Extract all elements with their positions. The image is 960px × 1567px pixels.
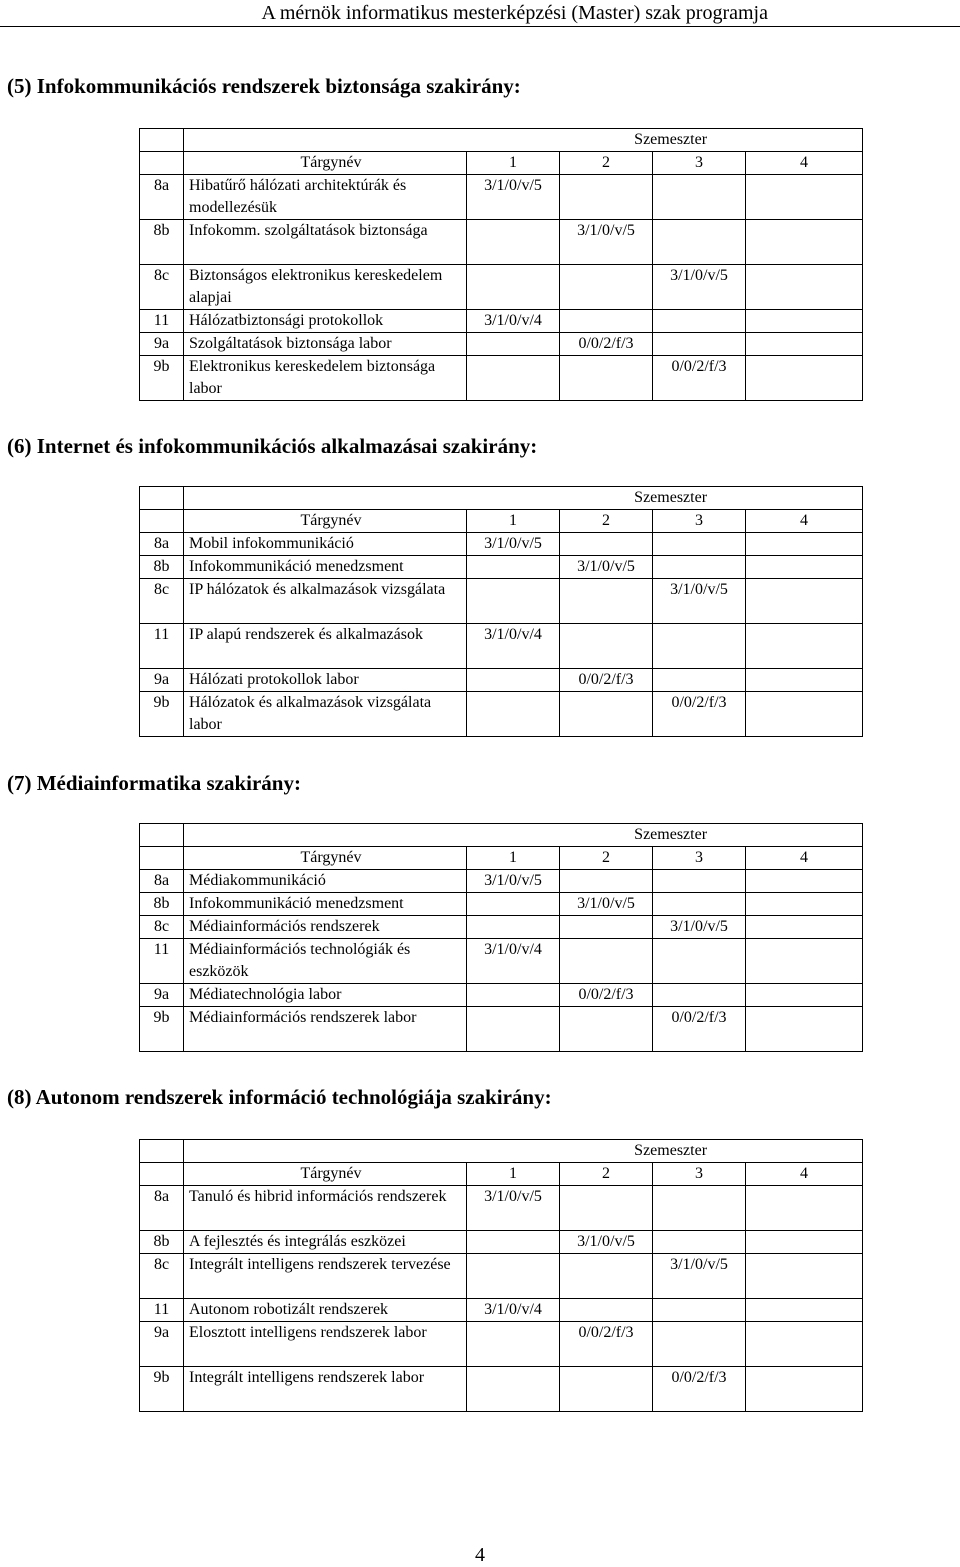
empty-cell: [746, 556, 863, 579]
subject-name: Infokommunikáció menedzsment: [184, 893, 467, 916]
blank-cell: [140, 1140, 184, 1163]
subject-code: 9b: [140, 1367, 184, 1412]
subject-header: Tárgynév: [184, 1163, 467, 1186]
semester-value: 3/1/0/v/5: [467, 533, 560, 556]
blank-cell: [140, 824, 184, 847]
semester-number-4: 4: [746, 1163, 863, 1186]
subject-table-6: [139, 486, 863, 737]
subject-name: Médiainformációs rendszerek: [184, 916, 467, 939]
semester-value: 3/1/0/v/4: [467, 939, 560, 984]
semester-value: 0/0/2/f/3: [560, 984, 653, 1007]
empty-cell: [746, 1231, 863, 1254]
empty-cell: [653, 1299, 746, 1322]
empty-cell: [560, 916, 653, 939]
subject-name: IP hálózatok és alkalmazások vizsgálata: [184, 579, 467, 624]
semester-header-row: [140, 824, 863, 847]
subject-table-7: [139, 823, 863, 1052]
empty-cell: [746, 984, 863, 1007]
subject-name: Autonom robotizált rendszerek: [184, 1299, 467, 1322]
subject-name: Elektronikus kereskedelem biztonsága labor: [184, 356, 467, 401]
subject-code: 8c: [140, 265, 184, 310]
subject-table-5: [139, 128, 863, 401]
empty-cell: [653, 175, 746, 220]
table-row: [140, 265, 863, 310]
table-row: [140, 579, 863, 624]
semester-header-row: [140, 129, 863, 152]
semester-number-1: 1: [467, 510, 560, 533]
empty-cell: [467, 692, 560, 737]
subject-name: Médiainformációs rendszerek labor: [184, 1007, 467, 1052]
semester-value: 3/1/0/v/5: [653, 265, 746, 310]
empty-cell: [560, 1007, 653, 1052]
semester-value: 3/1/0/v/4: [467, 1299, 560, 1322]
semester-number-1: 1: [467, 847, 560, 870]
empty-cell: [467, 1007, 560, 1052]
empty-cell: [653, 220, 746, 265]
subject-name: Integrált intelligens rendszerek labor: [184, 1367, 467, 1412]
semester-number-3: 3: [653, 847, 746, 870]
empty-cell: [467, 1231, 560, 1254]
empty-cell: [746, 175, 863, 220]
subject-header: Tárgynév: [184, 152, 467, 175]
subject-name: Biztonságos elektronikus kereskedelem alapjai: [184, 265, 467, 310]
subject-code: 8a: [140, 175, 184, 220]
empty-cell: [653, 533, 746, 556]
subject-code: 8b: [140, 556, 184, 579]
table-row: [140, 356, 863, 401]
empty-cell: [746, 1254, 863, 1299]
subject-name: Infokomm. szolgáltatások biztonsága: [184, 220, 467, 265]
semester-value: 0/0/2/f/3: [653, 1007, 746, 1052]
empty-cell: [653, 984, 746, 1007]
semester-header: Szemeszter: [184, 824, 863, 847]
empty-cell: [746, 624, 863, 669]
empty-cell: [746, 870, 863, 893]
subject-name: Hálózati protokollok labor: [184, 669, 467, 692]
subject-name: Elosztott intelligens rendszerek labor: [184, 1322, 467, 1367]
semester-value: 3/1/0/v/5: [653, 1254, 746, 1299]
table-row: [140, 624, 863, 669]
empty-cell: [746, 1186, 863, 1231]
empty-cell: [653, 893, 746, 916]
blank-cell: [140, 129, 184, 152]
subject-code: 8c: [140, 579, 184, 624]
table-row: [140, 175, 863, 220]
empty-cell: [467, 893, 560, 916]
semester-number-2: 2: [560, 1163, 653, 1186]
page-header: [0, 0, 960, 27]
empty-cell: [653, 556, 746, 579]
semester-value: 0/0/2/f/3: [653, 692, 746, 737]
subject-name: IP alapú rendszerek és alkalmazások: [184, 624, 467, 669]
empty-cell: [746, 916, 863, 939]
semester-value: 3/1/0/v/5: [467, 1186, 560, 1231]
semester-number-4: 4: [746, 152, 863, 175]
header-title: A mérnök informatikus mesterképzési (Master) szak programja: [261, 2, 768, 24]
empty-cell: [560, 265, 653, 310]
empty-cell: [746, 579, 863, 624]
empty-cell: [746, 1007, 863, 1052]
subject-name: Médiakommunikáció: [184, 870, 467, 893]
subject-code: 9a: [140, 669, 184, 692]
subject-name: Hálózatbiztonsági protokollok: [184, 310, 467, 333]
section-title-6: (6) Internet és infokommunikációs alkalmazásai szakirány:: [7, 434, 538, 458]
subject-header: Tárgynév: [184, 510, 467, 533]
empty-cell: [560, 870, 653, 893]
table-row: [140, 870, 863, 893]
subject-code: 11: [140, 624, 184, 669]
table-row: [140, 669, 863, 692]
semester-number-2: 2: [560, 847, 653, 870]
blank-cell: [140, 1163, 184, 1186]
subject-name: Integrált intelligens rendszerek tervezése: [184, 1254, 467, 1299]
table-row: [140, 1007, 863, 1052]
section-title-7: (7) Médiainformatika szakirány:: [7, 771, 301, 795]
table-row: [140, 1231, 863, 1254]
column-header-row: [140, 152, 863, 175]
empty-cell: [467, 220, 560, 265]
empty-cell: [653, 1322, 746, 1367]
subject-code: 9b: [140, 1007, 184, 1052]
semester-value: 0/0/2/f/3: [560, 669, 653, 692]
table-row: [140, 220, 863, 265]
subject-name: Hibatűrő hálózati architektúrák és modellezésük: [184, 175, 467, 220]
empty-cell: [467, 333, 560, 356]
column-header-row: [140, 510, 863, 533]
semester-header: Szemeszter: [184, 129, 863, 152]
empty-cell: [560, 356, 653, 401]
empty-cell: [560, 533, 653, 556]
subject-code: 9a: [140, 333, 184, 356]
empty-cell: [746, 893, 863, 916]
empty-cell: [746, 356, 863, 401]
empty-cell: [560, 1299, 653, 1322]
subject-name: Médiainformációs technológiák és eszközök: [184, 939, 467, 984]
empty-cell: [560, 1254, 653, 1299]
empty-cell: [746, 939, 863, 984]
empty-cell: [467, 984, 560, 1007]
empty-cell: [746, 310, 863, 333]
empty-cell: [653, 333, 746, 356]
semester-header-row: [140, 1140, 863, 1163]
empty-cell: [560, 310, 653, 333]
semester-value: 3/1/0/v/5: [653, 916, 746, 939]
semester-value: 3/1/0/v/5: [560, 1231, 653, 1254]
subject-code: 8a: [140, 1186, 184, 1231]
semester-header: Szemeszter: [184, 487, 863, 510]
semester-number-3: 3: [653, 152, 746, 175]
empty-cell: [746, 1367, 863, 1412]
table-row: [140, 556, 863, 579]
empty-cell: [467, 916, 560, 939]
empty-cell: [746, 220, 863, 265]
blank-cell: [140, 847, 184, 870]
empty-cell: [467, 1322, 560, 1367]
semester-value: 3/1/0/v/5: [560, 220, 653, 265]
empty-cell: [653, 310, 746, 333]
column-header-row: [140, 847, 863, 870]
semester-value: 0/0/2/f/3: [653, 1367, 746, 1412]
empty-cell: [560, 692, 653, 737]
semester-number-1: 1: [467, 152, 560, 175]
subject-code: 11: [140, 1299, 184, 1322]
subject-name: Médiatechnológia labor: [184, 984, 467, 1007]
subject-code: 8a: [140, 533, 184, 556]
empty-cell: [746, 333, 863, 356]
subject-code: 11: [140, 310, 184, 333]
empty-cell: [653, 870, 746, 893]
semester-value: 3/1/0/v/5: [653, 579, 746, 624]
subject-code: 8a: [140, 870, 184, 893]
empty-cell: [653, 624, 746, 669]
table-row: [140, 310, 863, 333]
semester-header-row: [140, 487, 863, 510]
semester-number-1: 1: [467, 1163, 560, 1186]
semester-value: 3/1/0/v/5: [467, 870, 560, 893]
empty-cell: [746, 533, 863, 556]
table-row: [140, 939, 863, 984]
empty-cell: [467, 265, 560, 310]
page-number: 4: [475, 1544, 485, 1566]
subject-name: Hálózatok és alkalmazások vizsgálata labor: [184, 692, 467, 737]
subject-code: 8b: [140, 893, 184, 916]
empty-cell: [467, 556, 560, 579]
empty-cell: [467, 356, 560, 401]
table-row: [140, 333, 863, 356]
subject-code: 8b: [140, 1231, 184, 1254]
subject-code: 11: [140, 939, 184, 984]
subject-code: 9a: [140, 984, 184, 1007]
semester-value: 0/0/2/f/3: [560, 333, 653, 356]
subject-name: Infokommunikáció menedzsment: [184, 556, 467, 579]
empty-cell: [746, 669, 863, 692]
empty-cell: [653, 1186, 746, 1231]
empty-cell: [653, 669, 746, 692]
semester-number-2: 2: [560, 152, 653, 175]
empty-cell: [560, 175, 653, 220]
table-row: [140, 1367, 863, 1412]
semester-value: 3/1/0/v/4: [467, 624, 560, 669]
empty-cell: [560, 939, 653, 984]
subject-name: Mobil infokommunikáció: [184, 533, 467, 556]
blank-cell: [140, 487, 184, 510]
semester-value: 0/0/2/f/3: [653, 356, 746, 401]
table-row: [140, 916, 863, 939]
semester-value: 0/0/2/f/3: [560, 1322, 653, 1367]
semester-value: 3/1/0/v/4: [467, 310, 560, 333]
section-title-8: (8) Autonom rendszerek információ technológiája szakirány:: [7, 1085, 552, 1109]
section-title-5: (5) Infokommunikációs rendszerek biztonsága szakirány:: [7, 74, 521, 98]
table-row: [140, 692, 863, 737]
empty-cell: [560, 1186, 653, 1231]
subject-code: 9b: [140, 692, 184, 737]
semester-number-3: 3: [653, 510, 746, 533]
blank-cell: [140, 510, 184, 533]
semester-number-3: 3: [653, 1163, 746, 1186]
empty-cell: [653, 939, 746, 984]
semester-value: 3/1/0/v/5: [467, 175, 560, 220]
empty-cell: [560, 1367, 653, 1412]
table-row: [140, 1186, 863, 1231]
subject-header: Tárgynév: [184, 847, 467, 870]
subject-code: 9a: [140, 1322, 184, 1367]
empty-cell: [467, 1254, 560, 1299]
table-row: [140, 533, 863, 556]
table-row: [140, 1254, 863, 1299]
subject-code: 9b: [140, 356, 184, 401]
subject-name: Szolgáltatások biztonsága labor: [184, 333, 467, 356]
table-row: [140, 984, 863, 1007]
table-row: [140, 1322, 863, 1367]
table-row: [140, 893, 863, 916]
subject-table-8: [139, 1139, 863, 1412]
subject-code: 8c: [140, 1254, 184, 1299]
empty-cell: [746, 692, 863, 737]
empty-cell: [746, 265, 863, 310]
subject-name: A fejlesztés és integrálás eszközei: [184, 1231, 467, 1254]
empty-cell: [560, 579, 653, 624]
empty-cell: [467, 669, 560, 692]
blank-cell: [140, 152, 184, 175]
empty-cell: [653, 1231, 746, 1254]
empty-cell: [467, 1367, 560, 1412]
subject-name: Tanuló és hibrid információs rendszerek: [184, 1186, 467, 1231]
semester-value: 3/1/0/v/5: [560, 556, 653, 579]
table-row: [140, 1299, 863, 1322]
semester-value: 3/1/0/v/5: [560, 893, 653, 916]
empty-cell: [560, 624, 653, 669]
semester-header: Szemeszter: [184, 1140, 863, 1163]
empty-cell: [467, 579, 560, 624]
empty-cell: [746, 1322, 863, 1367]
semester-number-2: 2: [560, 510, 653, 533]
column-header-row: [140, 1163, 863, 1186]
empty-cell: [746, 1299, 863, 1322]
semester-number-4: 4: [746, 510, 863, 533]
semester-number-4: 4: [746, 847, 863, 870]
subject-code: 8c: [140, 916, 184, 939]
subject-code: 8b: [140, 220, 184, 265]
